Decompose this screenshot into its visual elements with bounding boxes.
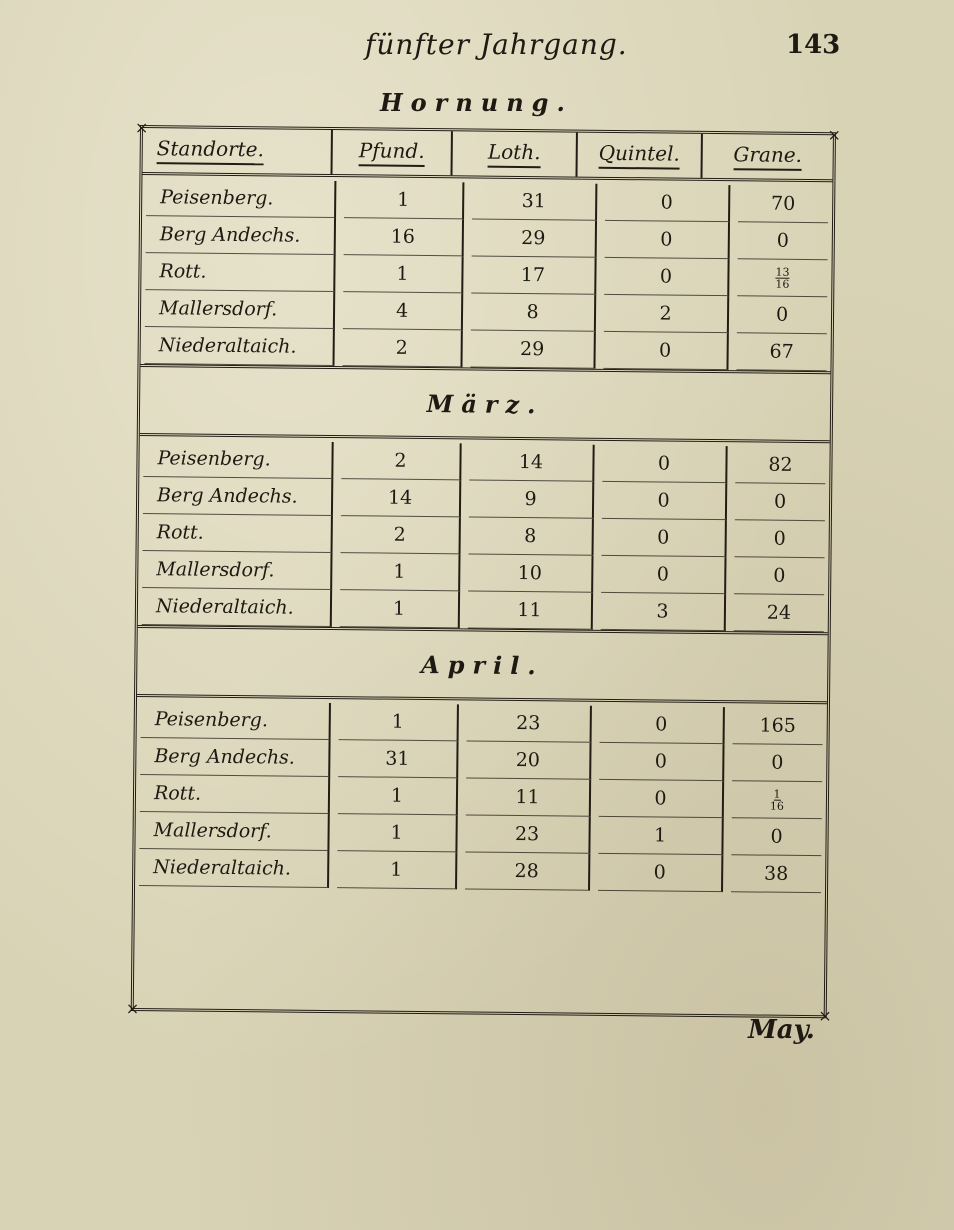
value-cell: 1 bbox=[340, 590, 460, 628]
value-cell: 17 bbox=[471, 256, 596, 294]
value-cell: 11 bbox=[468, 591, 593, 629]
section-block bbox=[135, 697, 827, 893]
value-cell: 20 bbox=[466, 741, 591, 779]
table-row bbox=[135, 849, 825, 893]
location-cell: Berg Andechs. bbox=[143, 477, 333, 516]
value-cell: 4 bbox=[343, 292, 463, 330]
value-cell: 10 bbox=[468, 554, 593, 592]
value-cell: 3 bbox=[601, 593, 726, 631]
corner-mark-icon: × bbox=[818, 1006, 832, 1026]
section-title: April. bbox=[137, 625, 828, 704]
location-cell: Berg Andechs. bbox=[146, 216, 336, 255]
location-cell: Niederaltaich. bbox=[144, 327, 334, 366]
value-cell: 8 bbox=[469, 517, 594, 555]
value-cell: 0 bbox=[602, 519, 727, 557]
header-cell: Quintel. bbox=[577, 133, 702, 178]
header-cell: Standorte. bbox=[143, 128, 333, 174]
value-cell: 14 bbox=[341, 479, 461, 517]
location-cell: Peisenberg. bbox=[146, 179, 336, 218]
value-cell: 2 bbox=[342, 329, 462, 367]
location-cell: Mallersdorf. bbox=[145, 290, 335, 329]
value-cell: 11 bbox=[466, 778, 591, 816]
value-cell: 1 bbox=[337, 851, 457, 889]
section-block bbox=[140, 175, 832, 371]
value-cell: 9 bbox=[469, 480, 594, 518]
value-cell: 1 bbox=[344, 181, 464, 219]
weight-table bbox=[125, 117, 842, 1026]
table-body bbox=[135, 175, 832, 893]
value-cell: 14 bbox=[469, 443, 594, 481]
table-row bbox=[138, 588, 828, 632]
value-cell: 0 bbox=[599, 743, 724, 781]
value-cell: 0 bbox=[604, 258, 729, 296]
value-cell: 0 bbox=[735, 483, 825, 521]
table-header bbox=[142, 128, 832, 182]
value-cell: 0 bbox=[735, 520, 825, 558]
value-cell: 2 bbox=[341, 516, 461, 554]
value-cell: 38 bbox=[731, 855, 821, 893]
value-cell: 67 bbox=[736, 333, 826, 371]
value-cell: 0 bbox=[600, 706, 725, 744]
value-cell: 0 bbox=[605, 221, 730, 259]
location-cell: Niederaltaich. bbox=[139, 849, 329, 888]
location-cell: Peisenberg. bbox=[141, 701, 331, 740]
location-cell: Mallersdorf. bbox=[142, 551, 332, 590]
corner-mark-icon: × bbox=[827, 125, 842, 145]
value-cell: 1 bbox=[337, 814, 457, 852]
value-cell: 1 bbox=[340, 553, 460, 591]
catchword: May. bbox=[748, 1015, 815, 1045]
value-cell: 1 bbox=[343, 255, 463, 293]
value-cell: 24 bbox=[734, 594, 824, 632]
running-title: fünfter Jahrgang. bbox=[365, 28, 628, 61]
value-cell: 31 bbox=[338, 740, 458, 778]
location-cell: Rott. bbox=[145, 253, 335, 292]
value-cell: 82 bbox=[735, 446, 825, 484]
value-cell: 0 bbox=[737, 296, 827, 334]
value-cell: 0 bbox=[605, 184, 730, 222]
value-cell: 70 bbox=[738, 185, 828, 223]
value-cell: 2 bbox=[341, 442, 461, 480]
value-cell: 16 bbox=[344, 218, 464, 256]
value-cell bbox=[737, 259, 827, 297]
section-title: März. bbox=[140, 364, 831, 443]
value-cell: 165 bbox=[733, 707, 823, 745]
value-cell: 0 bbox=[732, 744, 822, 782]
header-cell: Loth. bbox=[452, 131, 577, 176]
corner-mark-icon: × bbox=[125, 998, 140, 1019]
value-cell: 28 bbox=[465, 852, 590, 890]
location-cell: Rott. bbox=[143, 514, 333, 553]
header-cell: Grane. bbox=[702, 134, 832, 179]
value-cell: 23 bbox=[465, 815, 590, 853]
value-cell bbox=[732, 781, 822, 819]
value-cell: 0 bbox=[598, 854, 723, 892]
value-cell: 0 bbox=[734, 557, 824, 595]
location-cell: Niederaltaich. bbox=[142, 588, 332, 627]
value-cell: 0 bbox=[738, 222, 828, 260]
value-cell: 0 bbox=[602, 445, 727, 483]
value-cell: 1 bbox=[338, 777, 458, 815]
value-cell: 1 bbox=[339, 703, 459, 741]
fraction-value: $\frac{1}{16}$ bbox=[769, 787, 784, 813]
value-cell: 8 bbox=[471, 293, 596, 331]
value-cell: 1 bbox=[598, 817, 723, 855]
value-cell: 29 bbox=[472, 219, 597, 257]
value-cell: 31 bbox=[472, 182, 597, 220]
location-cell: Mallersdorf. bbox=[139, 812, 329, 851]
value-cell: 0 bbox=[599, 780, 724, 818]
corner-mark-icon: × bbox=[134, 117, 149, 138]
value-cell: 0 bbox=[603, 332, 728, 370]
value-cell: 2 bbox=[604, 295, 729, 333]
page-number: 143 bbox=[786, 30, 841, 60]
header-cell: Pfund. bbox=[332, 130, 452, 175]
location-cell: Rott. bbox=[140, 775, 330, 814]
value-cell: 0 bbox=[731, 818, 821, 856]
value-cell: 0 bbox=[601, 556, 726, 594]
value-cell: 0 bbox=[602, 482, 727, 520]
section-title: Hornung. bbox=[380, 88, 573, 117]
location-cell: Peisenberg. bbox=[143, 440, 333, 479]
fraction-value: $\frac{13}{16}$ bbox=[775, 265, 790, 291]
section-block bbox=[138, 436, 830, 632]
value-cell: 23 bbox=[467, 704, 592, 742]
value-cell: 29 bbox=[470, 330, 595, 368]
table-row bbox=[140, 327, 830, 371]
location-cell: Berg Andechs. bbox=[140, 738, 330, 777]
